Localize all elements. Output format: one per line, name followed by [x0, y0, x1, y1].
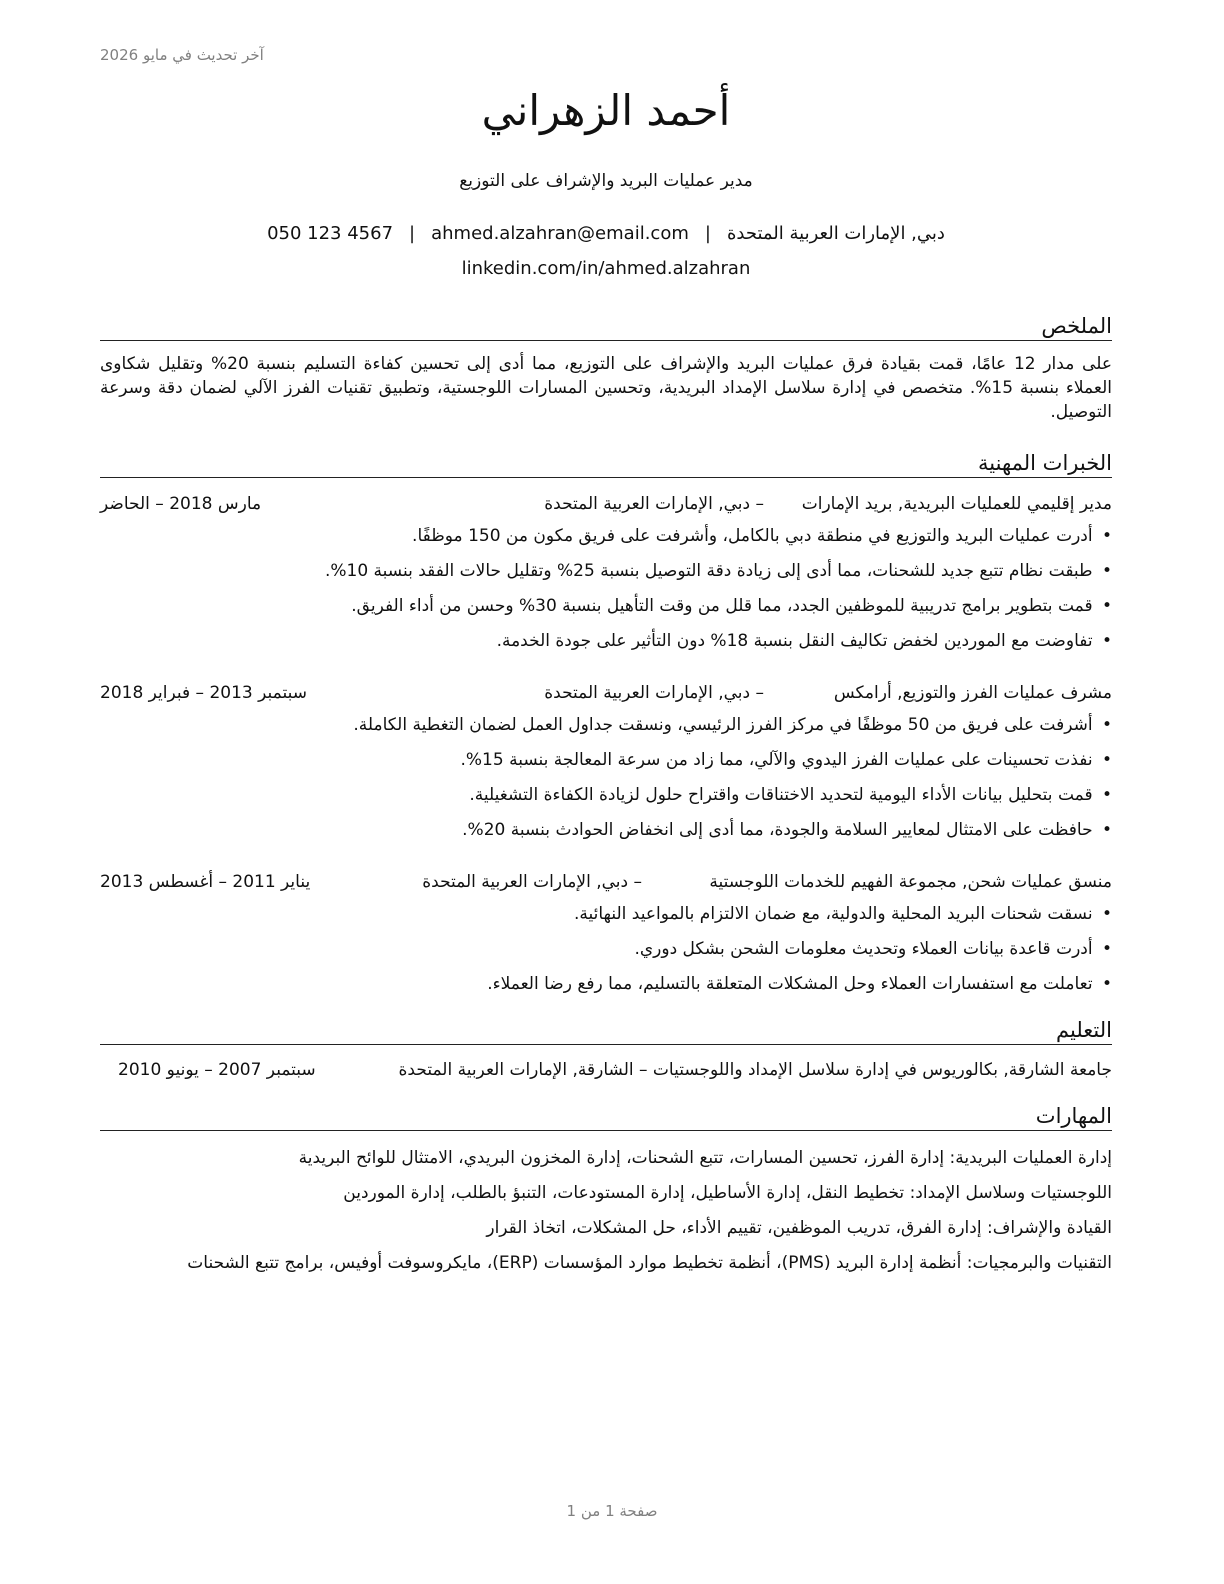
job-bullets [100, 524, 1112, 653]
list-item: • نسقت شحنات البريد المحلية والدولية، مع ضمان الالتزام بالمواعيد النهائية. [573, 904, 1112, 924]
experience-entry [100, 872, 1112, 1007]
job-location: – دبي, الإمارات العربية المتحدة [544, 494, 764, 514]
list-item: • تفاوضت مع الموردين لخفض تكاليف النقل بنسبة 18% دون التأثير على جودة الخدمة. [496, 631, 1112, 651]
list-item: • أدرت عمليات البريد والتوزيع في منطقة دبي بالكامل، وأشرفت على فريق مكون من 150 موظفًا. [412, 526, 1112, 546]
job-dates: مارس 2018 – الحاضر [100, 494, 262, 514]
contact-line [100, 223, 1112, 244]
job-role: مشرف عمليات الفرز والتوزيع, أرامكس [833, 683, 1112, 703]
job-location: – دبي, الإمارات العربية المتحدة [544, 683, 764, 703]
job-role: منسق عمليات شحن, مجموعة الفهيم للخدمات اللوجستية [709, 872, 1112, 892]
contact-separator: | [409, 223, 416, 244]
section-heading-education: التعليم [100, 1017, 1112, 1045]
summary-text: على مدار 12 عامًا، قمت بقيادة فرق عمليات البريد والإشراف على التوزيع، مما أدى إلى تحسين كفاءة التسليم بنسبة 20% وتقليل شكاوى العملاء بنسبة 15%. متخصص في إدارة سلاسل الإمداد البريدية، وتحسين المسارات اللوجستية، وتطبيق تقنيات الفرز الآلي لضمان دقة وسرعة التوصيل. [100, 354, 1112, 422]
bullet-icon: • [1101, 715, 1112, 735]
candidate-name: أحمد الزهراني [481, 86, 731, 135]
job-bullets [100, 902, 1112, 996]
bullet-icon: • [1101, 785, 1112, 805]
list-item: • قمت بتحليل بيانات الأداء اليومية لتحديد الاختناقات واقتراح حلول لزيادة الكفاءة التشغيلية. [469, 785, 1112, 805]
list-item: القيادة والإشراف: إدارة الفرق، تدريب الموظفين، تقييم الأداء، حل المشكلات، اتخاذ القرار [486, 1218, 1112, 1238]
experience-entry [100, 683, 1112, 853]
linkedin-link[interactable]: linkedin.com/in/ahmed.alzahran [461, 258, 751, 279]
job-role: مدير إقليمي للعمليات البريدية, بريد الإمارات [801, 494, 1112, 514]
list-item: • طبقت نظام تتبع جديد للشحنات، مما أدى إلى زيادة دقة التوصيل بنسبة 25% وتقليل حالات الفقد بنسبة 10%. [324, 561, 1112, 581]
location-text: دبي, الإمارات العربية المتحدة [726, 223, 945, 244]
list-item: • نفذت تحسينات على عمليات الفرز اليدوي والآلي، مما زاد من سرعة المعالجة بنسبة 15%. [460, 750, 1112, 770]
list-item: • أشرفت على فريق من 50 موظفًا في مركز الفرز الرئيسي، ونسقت جداول العمل لضمان التغطية الكاملة. [353, 715, 1112, 735]
experience-entry [100, 494, 1112, 664]
experience-header [100, 494, 1112, 518]
education-entry [100, 1060, 1112, 1084]
bullet-icon: • [1101, 904, 1112, 924]
bullet-icon: • [1101, 631, 1112, 651]
bullet-icon: • [1101, 526, 1112, 546]
list-item: اللوجستيات وسلاسل الإمداد: تخطيط النقل، إدارة الأساطيل، إدارة المستودعات، التنبؤ بالطلب، إدارة الموردين [343, 1183, 1112, 1203]
bullet-icon: • [1101, 561, 1112, 581]
phone-number: 050 123 4567 [267, 223, 394, 244]
bullet-icon: • [1101, 596, 1112, 616]
email-link[interactable]: ahmed.alzahran@email.com [431, 223, 689, 244]
education-degree: جامعة الشارقة, بكالوريوس في إدارة سلاسل الإمداد واللوجستيات – الشارقة, الإمارات العربية المتحدة [398, 1060, 1112, 1080]
experience-header [100, 683, 1112, 707]
list-item: • قمت بتطوير برامج تدريبية للموظفين الجدد، مما قلل من وقت التأهيل بنسبة 30% وحسن من أداء الفريق. [351, 596, 1112, 616]
section-heading-experience: الخبرات المهنية [100, 450, 1112, 478]
candidate-title: مدير عمليات البريد والإشراف على التوزيع [459, 171, 753, 191]
list-item: • حافظت على الامتثال لمعايير السلامة والجودة، مما أدى إلى انخفاض الحوادث بنسبة 20%. [462, 820, 1112, 840]
list-item: إدارة العمليات البريدية: إدارة الفرز، تحسين المسارات، تتبع الشحنات، إدارة المخزون البريدي، الامتثال للوائح البريدية [298, 1148, 1112, 1168]
bullet-icon: • [1101, 939, 1112, 959]
education-dates: سبتمبر 2007 – يونيو 2010 [118, 1060, 316, 1080]
job-dates: يناير 2011 – أغسطس 2013 [100, 872, 311, 892]
resume-page [100, 0, 1112, 1584]
bullet-icon: • [1101, 820, 1112, 840]
list-item: • تعاملت مع استفسارات العملاء وحل المشكلات المتعلقة بالتسليم، مما رفع رضا العملاء. [487, 974, 1112, 994]
section-heading-summary: الملخص [100, 313, 1112, 341]
bullet-icon: • [1101, 974, 1112, 994]
job-bullets [100, 713, 1112, 842]
page-number: صفحة 1 من 1 [566, 1502, 658, 1520]
job-location: – دبي, الإمارات العربية المتحدة [422, 872, 642, 892]
bullet-icon: • [1101, 750, 1112, 770]
section-heading-skills: المهارات [100, 1103, 1112, 1131]
job-dates: سبتمبر 2013 – فبراير 2018 [100, 683, 307, 703]
contact-separator: | [704, 223, 711, 244]
last-updated-note: آخر تحديث في مايو 2026 [100, 46, 264, 64]
list-item: التقنيات والبرمجيات: أنظمة إدارة البريد (PMS)، أنظمة تخطيط موارد المؤسسات (ERP)، مايكروسوفت أوفيس، برامج تتبع الشحنات [187, 1253, 1112, 1273]
experience-header [100, 872, 1112, 896]
skills-list [100, 1146, 1112, 1286]
list-item: • أدرت قاعدة بيانات العملاء وتحديث معلومات الشحن بشكل دوري. [634, 939, 1112, 959]
